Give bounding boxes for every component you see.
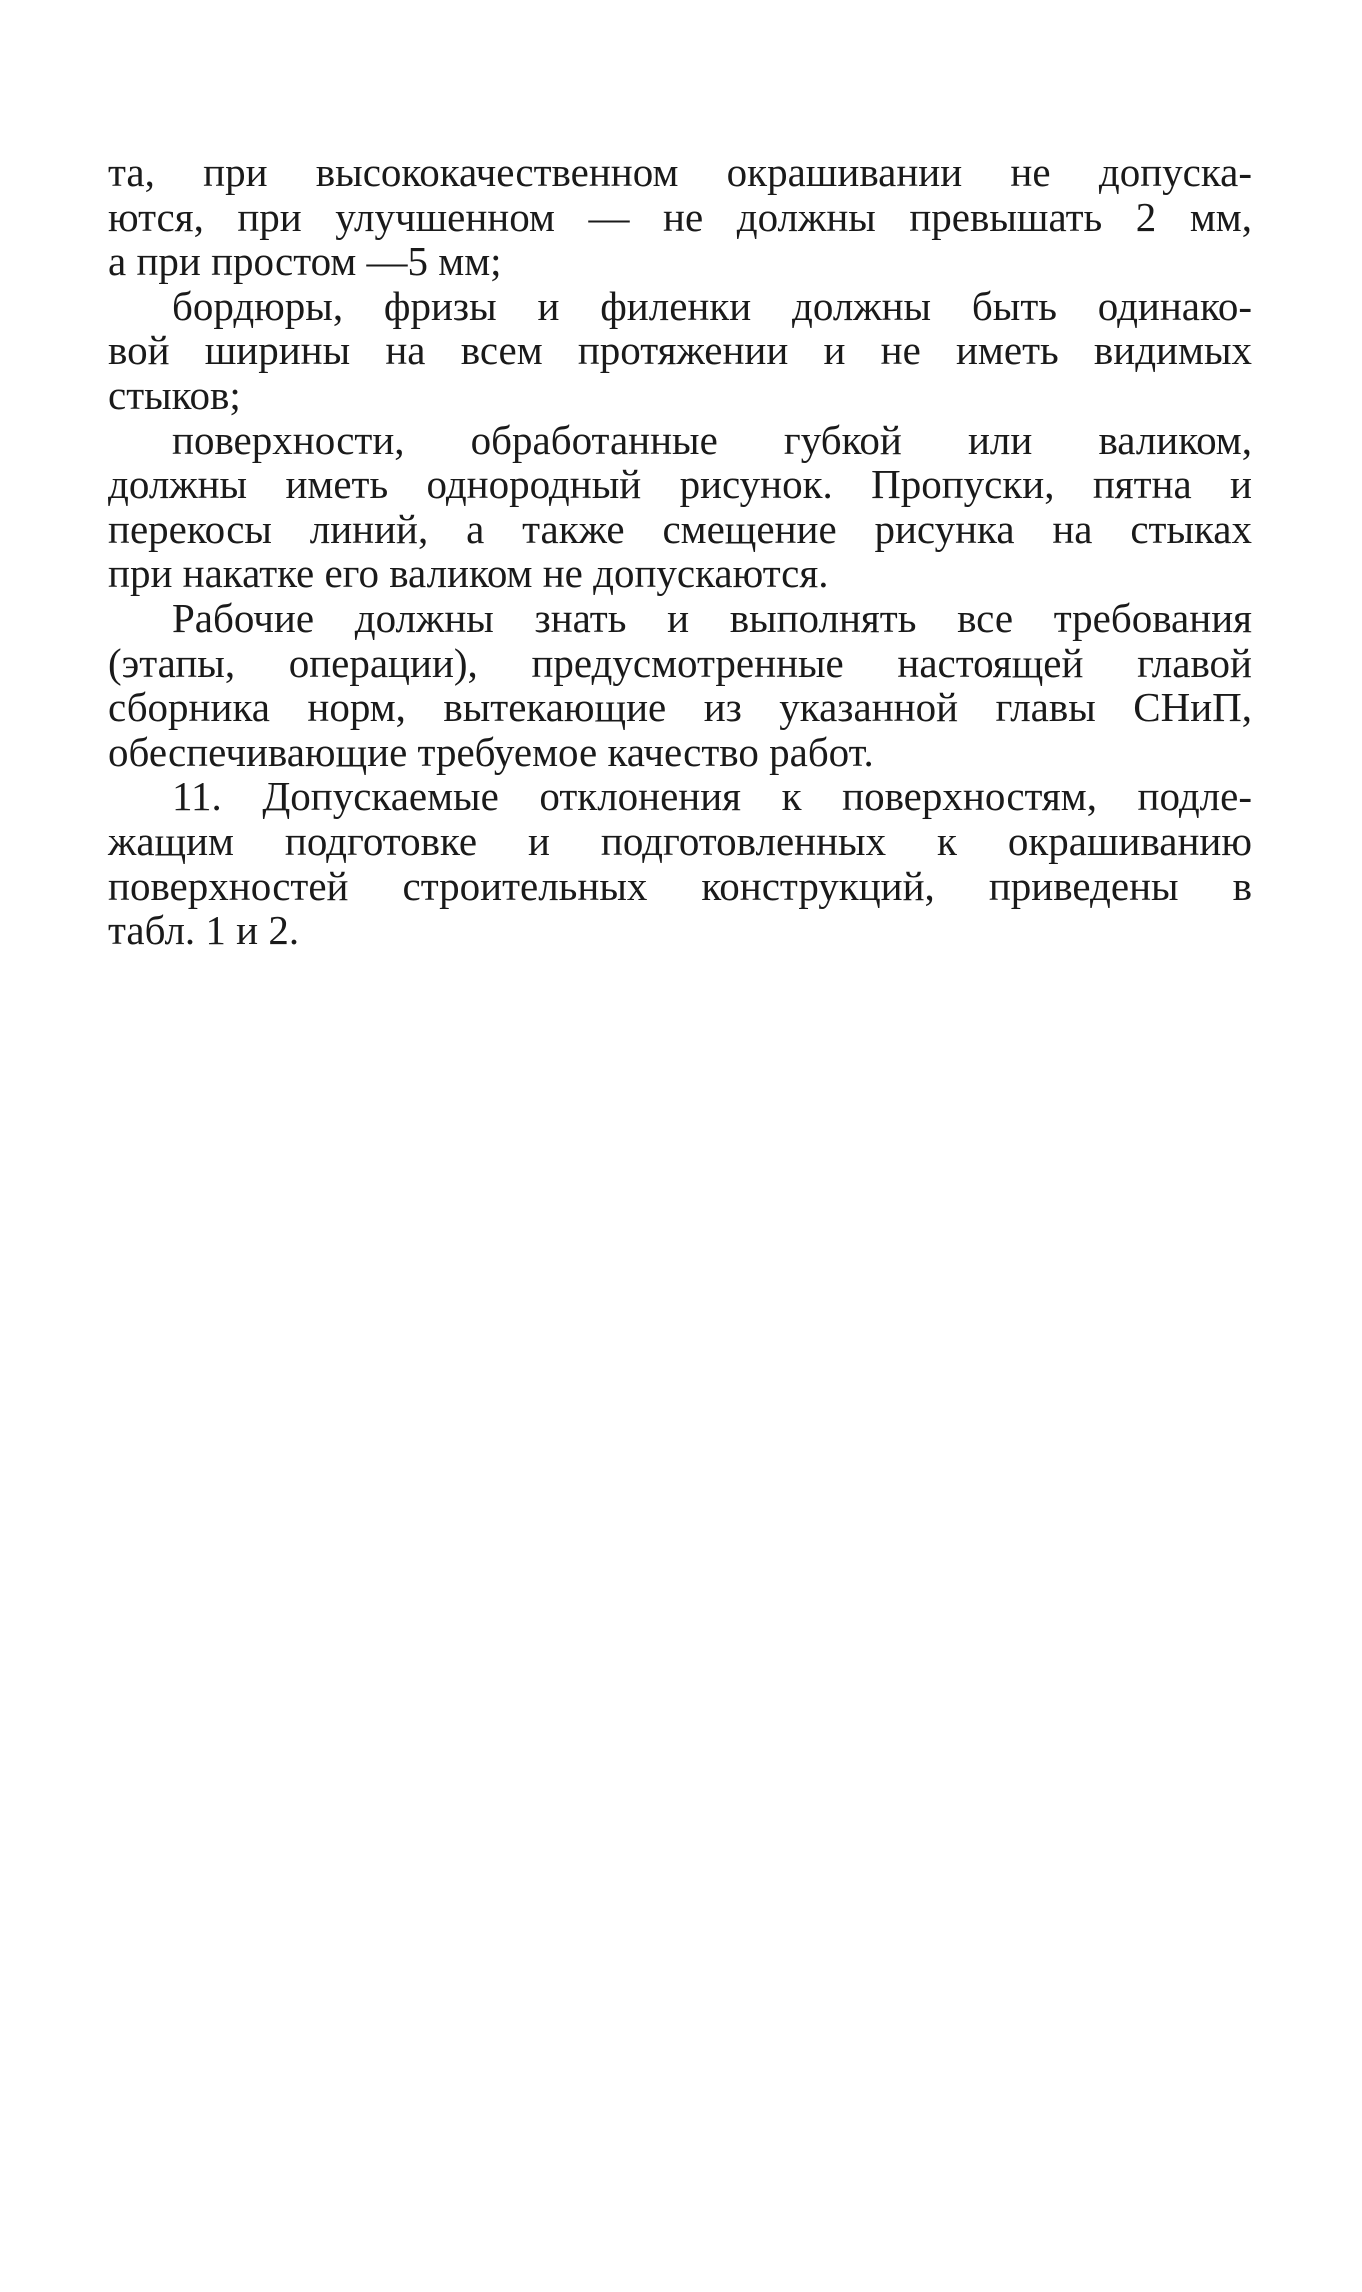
paragraph-5-line-2: жащим подготовке и подготовленных к окрашиванию — [108, 817, 1252, 864]
paragraph-3-line-2: должны иметь однородный рисунок. Пропуски, пятна и — [108, 461, 1252, 508]
paragraph-5-line-1: 11. Допускаемые отклонения к поверхностям, подле- — [172, 773, 1252, 820]
paragraph-2-line-2: вой ширины на всем протяжении и не иметь видимых — [108, 327, 1252, 374]
paragraph-1-line-3: а при простом —5 мм; — [108, 238, 502, 285]
paragraph-3-line-3: перекосы линий, а также смещение рисунка на стыках — [108, 505, 1252, 552]
paragraph-5-line-3: поверхностей строительных конструкций, приведены в — [108, 862, 1252, 909]
paragraph-5-line-4: табл. 1 и 2. — [108, 907, 300, 954]
paragraph-2-line-1: бордюры, фризы и филенки должны быть одинако- — [172, 282, 1252, 329]
paragraph-4-line-2: (этапы, операции), предусмотренные настоящей главой — [108, 639, 1252, 686]
body-text — [108, 150, 1252, 953]
paragraph-2-line-3: стыков; — [108, 371, 241, 418]
paragraph-3-line-1: поверхности, обработанные губкой или валиком, — [172, 416, 1252, 463]
paragraph-4-line-1: Рабочие должны знать и выполнять все требования — [172, 594, 1252, 641]
paragraph-1-line-2: ются, при улучшенном — не должны превышать 2 мм, — [108, 193, 1252, 240]
paragraph-3-line-4: при накатке его валиком не допускаются. — [108, 550, 829, 597]
paragraph-4-line-4: обеспечивающие требуемое качество работ. — [108, 728, 874, 775]
paragraph-4-line-3: сборника норм, вытекающие из указанной главы СНиП, — [108, 684, 1252, 731]
paragraph-1-line-1: та, при высококачественном окрашивании не допуска- — [108, 149, 1252, 195]
